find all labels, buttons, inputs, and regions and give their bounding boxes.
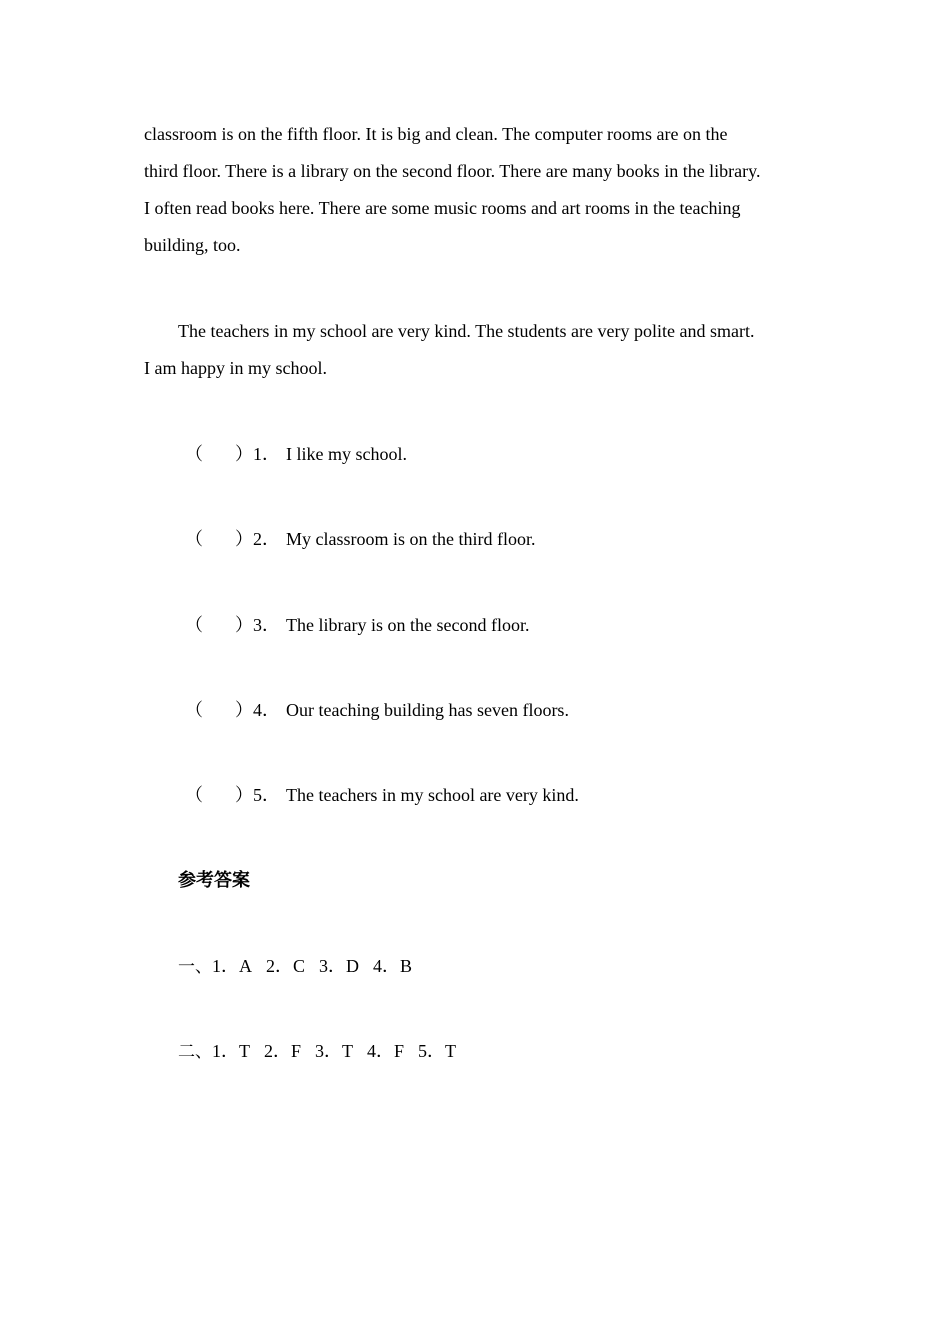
- answer-item: 4．F: [367, 1041, 405, 1061]
- answer-item: 1．A: [212, 956, 252, 976]
- question-number: 2．: [253, 529, 280, 549]
- answer-item: 2．F: [264, 1041, 302, 1061]
- answer-item: 1．T: [212, 1041, 250, 1061]
- passage-line-6: I am happy in my school.: [144, 358, 327, 378]
- question-row-4: [185, 698, 569, 722]
- passage-line-2: third floor. There is a library on the second floor. There are many books in the library.: [144, 161, 761, 181]
- question-row-2: [185, 527, 535, 551]
- question-row-3: [185, 613, 529, 637]
- passage-line-5: The teachers in my school are very kind. The students are very polite and smart.: [178, 321, 755, 341]
- question-text: I like my school.: [286, 444, 407, 464]
- answer-blank-close: ）: [235, 785, 253, 805]
- answer-blank-open: （: [185, 700, 203, 720]
- answer-blank-open: （: [185, 529, 203, 549]
- question-number: 4．: [253, 700, 280, 720]
- question-text: My classroom is on the third floor.: [286, 529, 536, 549]
- passage-line-4: building, too.: [144, 235, 241, 255]
- passage-line-3: I often read books here. There are some music rooms and art rooms in the teaching: [144, 198, 741, 218]
- answer-blank-close: ）: [235, 444, 253, 464]
- answer-section-prefix: 一、: [178, 957, 212, 977]
- answer-item: 4．B: [373, 956, 413, 976]
- answer-blank-close: ）: [235, 700, 253, 720]
- question-text: The library is on the second floor.: [286, 615, 530, 635]
- question-text: Our teaching building has seven floors.: [286, 700, 569, 720]
- answer-section-1: [178, 954, 426, 979]
- question-row-1: [185, 442, 407, 466]
- answer-item: 3．D: [319, 956, 360, 976]
- answer-section-2: [178, 1039, 470, 1064]
- answer-key-heading: 参考答案: [178, 870, 250, 891]
- answer-blank-close: ）: [235, 529, 253, 549]
- question-number: 1．: [253, 444, 280, 464]
- question-row-5: [185, 783, 579, 807]
- answer-item: 2．C: [266, 956, 306, 976]
- question-text: The teachers in my school are very kind.: [286, 785, 579, 805]
- answer-blank-open: （: [185, 444, 203, 464]
- answer-section-prefix: 二、: [178, 1042, 212, 1062]
- answer-item: 3．T: [315, 1041, 354, 1061]
- question-number: 3．: [253, 615, 280, 635]
- question-number: 5．: [253, 785, 280, 805]
- answer-blank-close: ）: [235, 615, 253, 635]
- passage-line-1: classroom is on the fifth floor. It is big and clean. The computer rooms are on the: [144, 124, 728, 144]
- answer-item: 5．T: [418, 1041, 457, 1061]
- answer-blank-open: （: [185, 615, 203, 635]
- answer-blank-open: （: [185, 785, 203, 805]
